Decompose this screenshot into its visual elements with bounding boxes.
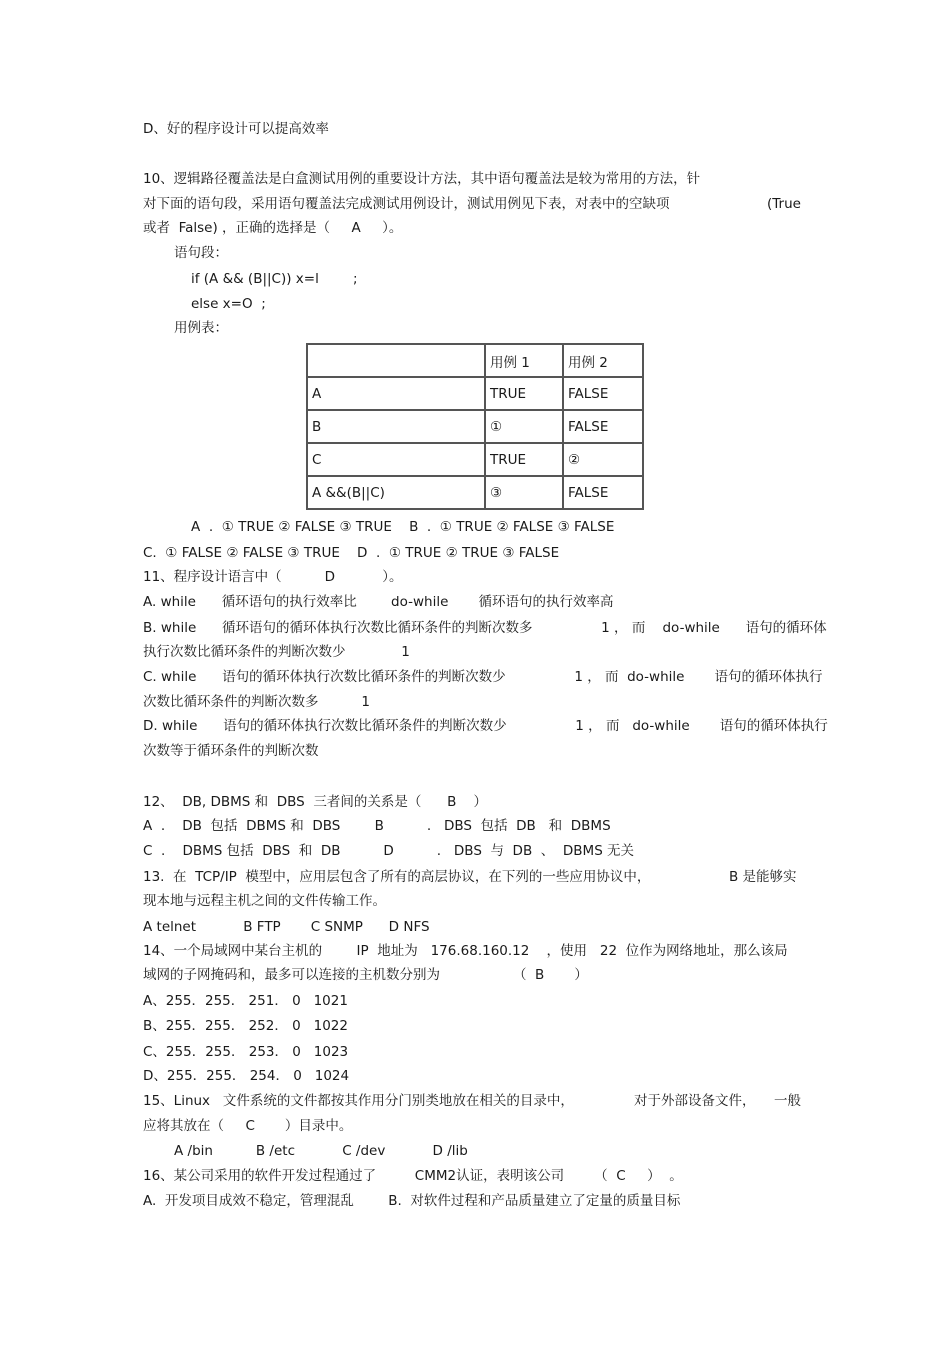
test-case-table [306,343,644,510]
table-row [307,443,643,476]
q10-stem-line-3: 或者 False) ，正确的选择是（ A ）。 [143,220,403,236]
q9-option-d: D、好的程序设计可以提高效率 [143,121,329,137]
table-cell: FALSE [563,476,643,509]
q16-options-ab: A. 开发项目成效不稳定，管理混乱 B. 对软件过程和产品质量建立了定量的质量目标 [143,1193,681,1209]
table-cell: FALSE [563,377,643,410]
table-cell: A &&(B||C) [307,476,485,509]
q15-options: A /bin B /etc C /dev D /lib [174,1143,468,1159]
table-cell: TRUE [485,377,563,410]
code-line-1-semicolon: ; [353,271,358,287]
q14-option-c: C、255．255． 253． 0 1023 [143,1044,349,1060]
q10-stem-line-1: 10、逻辑路径覆盖法是白盒测试用例的重要设计方法，其中语句覆盖法是较为常用的方法，针 [143,171,701,187]
q11-option-d-line-1: D. while 语句的循环体执行次数比循环条件的判断次数少 1 ， 而 do-while 语句的循环体执行 [143,718,828,734]
code-line-1: if (A && (B||C)) x=l [191,271,319,287]
q13-stem-line-2: 现本地与远程主机之间的文件传输工作。 [143,893,386,909]
table-header-cell: 用例 2 [563,344,643,377]
code-label: 语句段： [174,245,228,261]
table-cell: TRUE [485,443,563,476]
q16-stem: 16、某公司采用的软件开发过程通过了 CMM2认证，表明该公司 （ C ） 。 [143,1168,683,1184]
table-row [307,476,643,509]
table-cell: A [307,377,485,410]
q11-option-c-line-2: 次数比循环条件的判断次数多 1 [143,694,371,710]
q14-stem-line-1: 14、一个局域网中某台主机的 IP 地址为 176.68.160.12 ，使用 22 位作为网络地址，那么该局 [143,943,788,959]
q14-stem-line-2: 域网的子网掩码和，最多可以连接的主机数分别为 （ B ） [143,967,588,983]
q12-options-ab: A . DB 包括 DBMS 和 DBS B . DBS 包括 DB 和 DBMS [143,818,611,834]
q11-option-d-line-2: 次数等于循环条件的判断次数 [143,743,319,759]
q11-option-b-line-2: 执行次数比循环条件的判断次数少 1 [143,644,410,660]
q15-stem-line-2: 应将其放在（ C ）目录中。 [143,1118,353,1134]
q12-options-cd: C . DBMS 包括 DBS 和 DB D . DBS 与 DB 、 DBMS 无关 [143,843,635,859]
code-line-2: else x=O ; [191,296,266,312]
table-cell: B [307,410,485,443]
q11-option-c-line-1: C. while 语句的循环体执行次数比循环条件的判断次数少 1 ， 而 do-while 语句的循环体执行 [143,669,823,685]
table-header-cell: 用例 1 [485,344,563,377]
q15-stem-line-1: 15、Linux 文件系统的文件都按其作用分门别类地放在相关的目录中， [143,1093,574,1109]
q11-stem: 11、程序设计语言中（ D ）。 [143,569,403,585]
table-header-row [307,344,643,377]
q11-option-a: A. while 循环语句的执行效率比 do-while 循环语句的执行效率高 [143,594,614,610]
q15-stem-line-1-mid: 对于外部设备文件， [634,1093,756,1109]
q15-stem-line-1-end: 一般 [774,1093,801,1109]
table-label: 用例表： [174,320,228,336]
q14-option-d: D、255．255． 254． 0 1024 [143,1068,350,1084]
q11-option-b-line-1: B. while 循环语句的循环体执行次数比循环条件的判断次数多 1 ， 而 do-while 语句的循环体 [143,620,827,636]
table-header-cell [307,344,485,377]
q10-stem-line-2-end: (True [767,196,801,212]
q14-option-b: B、255．255． 252． 0 1022 [143,1018,348,1034]
q13-stem-line-1-end: B 是能够实 [729,869,797,885]
q10-options-ab: A . ① TRUE ② FALSE ③ TRUE B . ① TRUE ② FALSE ③ FALSE [191,519,615,535]
q10-stem-line-2: 对下面的语句段，采用语句覆盖法完成测试用例设计，测试用例见下表，对表中的空缺项 [143,196,670,212]
table-cell: C [307,443,485,476]
table-cell: ③ [485,476,563,509]
table-row [307,410,643,443]
table-cell: FALSE [563,410,643,443]
q13-options: A telnet B FTP C SNMP D NFS [143,919,430,935]
q10-options-cd: C. ① FALSE ② FALSE ③ TRUE D . ① TRUE ② TRUE ③ FALSE [143,545,560,561]
q14-option-a: A、255．255． 251． 0 1021 [143,993,348,1009]
table-cell: ① [485,410,563,443]
q12-stem: 12、 DB, DBMS 和 DBS 三者间的关系是（ B ） [143,794,487,810]
table-row [307,377,643,410]
table-cell: ② [563,443,643,476]
q13-stem-line-1: 13. 在 TCP/IP 模型中，应用层包含了所有的高层协议，在下列的一些应用协议中， [143,869,651,885]
